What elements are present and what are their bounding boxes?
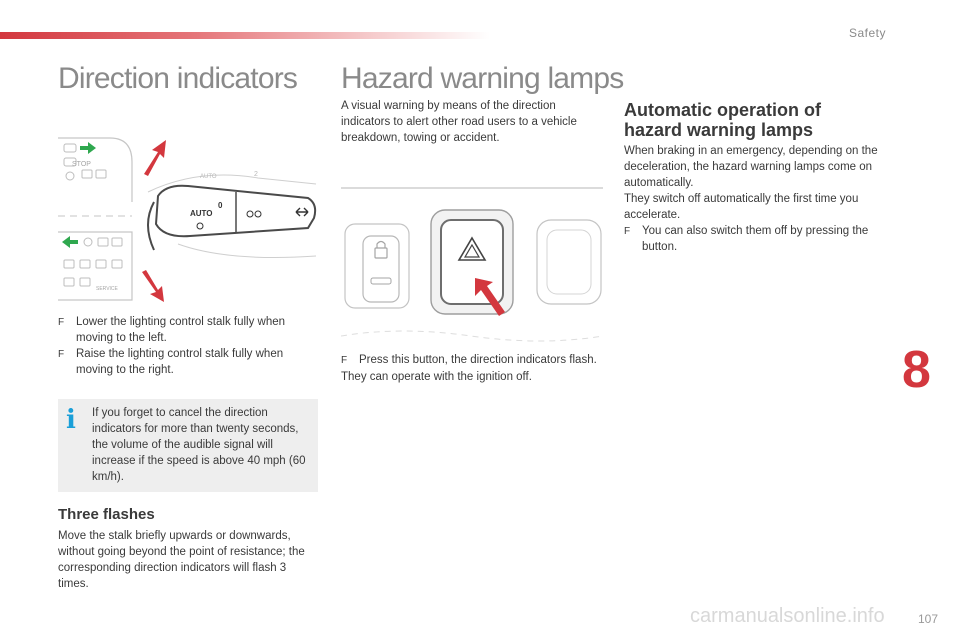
- bullet-raise-stalk: F Raise the lighting control stalk fully when moving to the right.: [58, 348, 284, 376]
- stalk-down-arrow-icon: [142, 270, 164, 302]
- auto-label-faded: AUTO: [200, 174, 217, 180]
- auto-position-label: AUTO: [190, 209, 213, 218]
- chapter-color-bar: [0, 32, 490, 39]
- stalk-instructions: [58, 314, 318, 378]
- bullet-marker: F: [341, 355, 348, 366]
- warning-symbols-lower: [64, 238, 122, 286]
- three-flashes-text: Move the stalk briefly upwards or downwards, without going beyond the point of resistance; the corresponding direction indicators will flash 3 times.: [58, 530, 305, 590]
- off-position-label: 0: [218, 201, 223, 210]
- stop-label: STOP: [72, 161, 91, 168]
- hazard-warning-button: [441, 220, 503, 304]
- info-note-text: If you forget to cancel the direction indicators for more than twenty seconds, the volume of the audible signal will increase if the speed is above 40 mph (60 km/h).: [92, 407, 306, 483]
- lock-icon: [375, 242, 387, 259]
- section-label: Safety: [848, 26, 886, 40]
- hazard-instructions: [341, 352, 603, 385]
- bullet-marker: F: [58, 349, 65, 360]
- automatic-operation-text: [624, 143, 888, 255]
- automatic-operation-heading: Automatic operation of hazard warning lamps: [624, 100, 821, 140]
- position-2-label: 2: [254, 171, 258, 178]
- page-number: 107: [917, 612, 938, 626]
- direction-indicators-title: Direction indicators: [58, 62, 298, 95]
- right-indicator-lamp-icon: [80, 142, 96, 154]
- door-lock-button: [363, 236, 399, 302]
- bullet-marker: F: [58, 317, 65, 328]
- bullet-switch-off: F You can also switch them off by pressing the button.: [624, 225, 869, 253]
- info-note-box: [58, 399, 318, 492]
- bullet-marker: F: [624, 226, 631, 237]
- auto-paragraph-2: They switch off automatically the first time you accelerate.: [624, 193, 859, 221]
- lighting-stalk-illustration: [58, 132, 318, 304]
- hazard-button-illustration: [341, 186, 603, 346]
- info-icon: i: [66, 405, 76, 435]
- hazard-intro: A visual warning by means of the direction indicators to alert other road users to a vehicle breakdown, towing or accident.: [341, 100, 577, 144]
- bullet-lower-stalk: F Lower the lighting control stalk fully when moving to the left.: [58, 316, 286, 344]
- chapter-number: 8: [902, 341, 931, 399]
- auto-paragraph-1: When braking in an emergency, depending on the deceleration, the hazard warning lamps come on automatically.: [624, 145, 878, 189]
- stalk-up-arrow-icon: [144, 140, 166, 176]
- bullet-press-button: F Press this button, the direction indicators flash.: [341, 352, 603, 369]
- hazard-warning-title: Hazard warning lamps: [341, 62, 624, 95]
- watermark: carmanualsonline.info: [690, 605, 885, 627]
- hazard-ignition-note: They can operate with the ignition off.: [341, 371, 532, 383]
- three-flashes-heading: Three flashes: [58, 506, 155, 523]
- service-label: SERVICE: [96, 286, 118, 292]
- left-indicator-lamp-icon: [62, 236, 78, 248]
